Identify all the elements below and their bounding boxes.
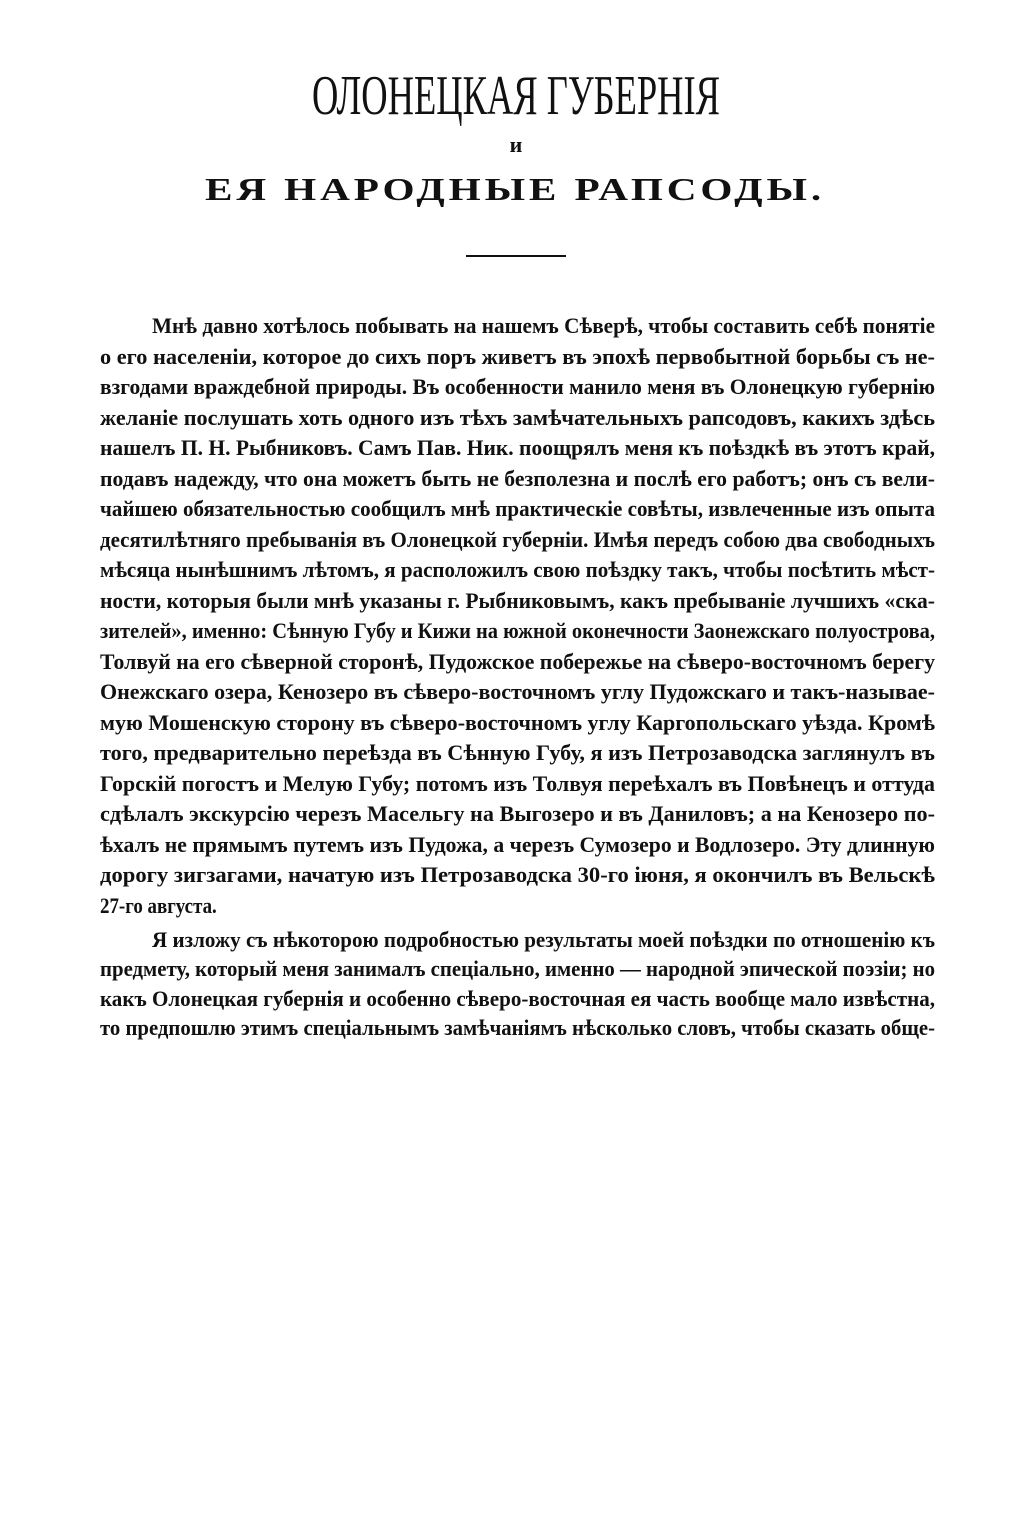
text-line <box>100 740 935 766</box>
text-line-content: какъ Олонецкая губернія и особенно сѣверо-восточная ея часть вообще мало извѣстна, <box>100 985 935 1011</box>
page-subtitle <box>205 170 825 208</box>
text-line-content: Я изложу съ нѣкоторою подробностью результаты моей поѣздки по отношенію къ <box>152 927 935 952</box>
page-title-text: ОЛОНЕЦКАЯ ГУБЕРНІЯ <box>312 65 720 127</box>
text-line-content: Толвуй на его сѣверной сторонѣ, Пудожское побережье на сѣверо-восточномъ берегу <box>100 648 935 674</box>
text-line <box>100 466 946 492</box>
text-line <box>100 588 951 614</box>
text-line-content: мѣсяца нынѣшнимъ лѣтомъ, я расположилъ свою поѣздку такъ, чтобы посѣтить мѣст- <box>100 557 935 582</box>
text-line-content: о его населеніи, которое до сихъ поръ живетъ въ эпохѣ первобытной борьбы съ не- <box>100 343 936 369</box>
text-line <box>100 404 935 431</box>
text-line <box>100 679 936 705</box>
text-line <box>152 313 963 339</box>
text-line-content: подавъ надежду, что она можетъ быть не безполезна и послѣ его работъ; онъ съ вели- <box>100 465 935 491</box>
text-line-content: десятилѣтняго пребыванія въ Олонецкой губерніи. Имѣя передъ собою два свободныхъ <box>100 526 935 552</box>
text-line-content: взгодами враждебной природы. Въ особенности манило меня въ Олонецкую губернію <box>100 374 935 399</box>
text-line-content: то предпошлю этимъ спеціальнымъ замѣчаніямъ нѣсколько словъ, чтобы сказать обще- <box>100 1014 935 1040</box>
text-line-content: 27-го августа. <box>100 892 217 918</box>
text-line-content: чайшею обязательностью сообщилъ мнѣ практическіе совѣты, извлеченные изъ опыта <box>100 496 935 521</box>
text-line-content: того, предварительно переѣзда въ Сѣнную Губу, я изъ Петрозаводска заглянулъ въ <box>100 740 935 765</box>
text-line <box>100 649 944 675</box>
text-line-content: сдѣлалъ экскурсію черезъ Масельгу на Выгозеро и въ Даниловъ; а на Кенозеро по- <box>100 801 935 826</box>
text-line <box>100 710 934 736</box>
text-line <box>100 771 938 797</box>
page-title <box>312 66 938 126</box>
text-line-content: предмету, который меня занималъ спеціально, именно — народной эпической поэзіи; но <box>100 956 935 982</box>
text-line <box>100 832 948 858</box>
text-line-content: дорогу зигзагами, начатую изъ Петрозаводска 30-го іюня, я окончилъ въ Вельскѣ <box>100 862 935 887</box>
text-line-content: нашелъ П. Н. Рыбниковъ. Самъ Пав. Ник. поощрялъ меня къ поѣздкѣ въ этотъ край, <box>100 435 935 460</box>
text-line-content: ѣхалъ не прямымъ путемъ изъ Пудожа, а черезъ Сумозеро и Водлозеро. Эту длинную <box>100 831 935 857</box>
text-line <box>100 343 936 370</box>
text-line <box>100 986 973 1012</box>
text-line-content: мую Мошенскую сторону въ сѣверо-восточномъ углу Каргопольскаго уѣзда. Кромѣ <box>100 709 936 735</box>
text-line-content: Горскій погостъ и Мелую Губу; потомъ изъ Толвуя переѣхалъ въ Повѣнецъ и оттуда <box>100 770 935 796</box>
text-line-content: желаніе послушать хоть одного изъ тѣхъ замѣчательныхъ рапсодовъ, какихъ здѣсь <box>100 404 935 430</box>
text-line <box>152 927 970 953</box>
text-line <box>100 618 999 644</box>
text-line <box>100 1015 985 1041</box>
text-line-content: зителей», именно: Сѣнную Губу и Кижи на южной оконечности Заонежскаго полуострова, <box>100 618 935 643</box>
page-subtitle-text: ЕЯ НАРОДНЫЕ РАПСОДЫ. <box>205 171 825 207</box>
text-line-content: ности, которыя были мнѣ указаны г. Рыбниковымъ, какъ пребываніе лучшихъ «ска- <box>100 587 935 613</box>
text-line <box>100 374 955 400</box>
text-line <box>100 801 935 827</box>
text-line <box>100 496 973 522</box>
title-conjunction: и <box>509 132 523 157</box>
text-line-content: Мнѣ давно хотѣлось побывать на нашемъ Сѣверѣ, чтобы составить себѣ понятіе <box>152 313 935 338</box>
text-line <box>100 557 974 583</box>
text-line <box>100 893 236 919</box>
text-line-content: Онежскаго озера, Кенозеро въ сѣверо-восточномъ углу Пудожскаго и такъ-называе- <box>100 679 935 704</box>
text-line <box>100 862 935 888</box>
text-line <box>100 956 983 982</box>
title-divider <box>466 255 566 257</box>
text-line <box>100 527 976 553</box>
text-line <box>100 435 954 461</box>
